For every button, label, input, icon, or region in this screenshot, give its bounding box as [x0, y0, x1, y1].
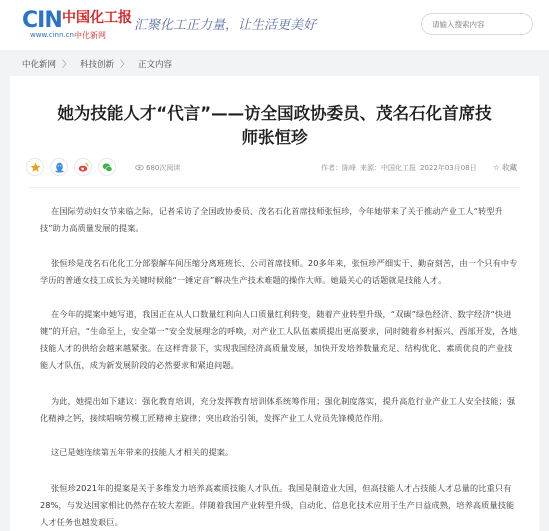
wechat-icon — [102, 162, 113, 173]
qq-penguin-icon — [54, 162, 65, 173]
search-box[interactable] — [421, 13, 533, 35]
logo-site: 中化新网 — [74, 31, 106, 40]
view-count — [135, 163, 180, 173]
article-paragraph: 为此，她提出如下建议：强化教育培训，充分发挥教育培训体系统筹作用；强化制度落实，提升高危行业产业工人安全技能；强化精神之钙，接续唱响劳模工匠精神主旋律；突出政治引领，发挥产业工人党员先锋模范作用。 — [40, 396, 516, 423]
article-toolbar — [10, 158, 539, 180]
article-author: 作者：陈峰 — [321, 164, 356, 172]
article-date: 2022年03月08日 — [420, 164, 477, 172]
weibo-icon — [78, 162, 89, 173]
eye-icon — [135, 163, 144, 172]
article-source: 来源：中国化工报 — [360, 164, 416, 172]
breadcrumb-current: 正文内容 — [138, 60, 173, 70]
article-title: 她为技能人才“代言”——访全国政协委员、茂名石化首席技师张恒珍 — [57, 104, 492, 147]
breadcrumb-home[interactable]: 中化新网 — [22, 60, 57, 70]
divider — [30, 187, 520, 188]
logo-domain: www.cinn.cn — [30, 31, 74, 39]
site-header — [0, 0, 549, 50]
logo-name: 中国化工报 — [62, 10, 132, 26]
logo-mark: CIN — [22, 8, 62, 33]
site-slogan: 汇聚化工正力量，让生活更美好 — [134, 18, 317, 33]
article-paragraph: 这已是她连续第五年带来的技能人才相关的提案。 — [51, 447, 234, 457]
star-outline-icon: ☆ — [493, 163, 500, 172]
breadcrumb-separator: 〉 — [120, 60, 130, 70]
search-input[interactable] — [432, 17, 524, 31]
article-paragraph: 张恒珍2021年的提案是关于多维发力培养高素质技能人才队伍。我国是制造业大国，但高技能人才占技能人才总量的比重只有28%，与发达国家相比仍然存在较大差距。伴随着我国产业转型升级，自动化、信息化技术应用于生产日益成熟，培养高质量技能人才任务也越发艰巨。 — [40, 483, 515, 527]
favorite-button[interactable] — [493, 162, 517, 173]
breadcrumb — [0, 50, 549, 76]
favorite-label: 收藏 — [502, 163, 518, 172]
article-paragraph: 在国际劳动妇女节来临之际，记者采访了全国政协委员、茂名石化首席技师张恒珍，今年她带来了关于推动产业工人“转型升技”助力高质量发展的提案。 — [40, 206, 503, 233]
breadcrumb-separator: 〉 — [62, 60, 72, 70]
article-paragraph: 张恒珍是茂名石化化工分部裂解车间压缩分离班班长、公司首席技师。20多年来，张恒珍严细实干、勤奋刻苦，由一个只有中专学历的普通女技工成长为关键时候能“一锤定音”解决生产技术难题的操作大师。她最关心的话题就是技能人才。 — [40, 258, 518, 285]
star-icon — [30, 162, 41, 173]
share-wechat-button[interactable] — [98, 158, 116, 176]
view-count-text: 680次阅读 — [146, 164, 181, 172]
share-weibo-button[interactable] — [74, 158, 92, 176]
article-card — [10, 76, 539, 531]
share-qzone-button[interactable] — [26, 158, 44, 176]
article-paragraph: 在今年的提案中她写道，我国正在从人口数量红利向人口质量红利转变，随着产业转型升级，“双碳”绿色经济、数字经济“快进键”的开启，“生命至上，安全第一”安全发展理念的呼唤，对产业工人队伍素质提出更高要求，同时随着乡村振兴、西部开发，各地技能人才的供给会越来越紧张。在这样背景下，实现我国经济高质量发展，加快开发培养数量充足、结构优化、素质优良的产业技能人才队伍，成为新发展阶段的必然要求和紧迫问题。 — [40, 309, 518, 370]
site-logo[interactable] — [22, 6, 132, 42]
breadcrumb-category[interactable]: 科技创新 — [80, 60, 115, 70]
share-qq-button[interactable] — [50, 158, 68, 176]
